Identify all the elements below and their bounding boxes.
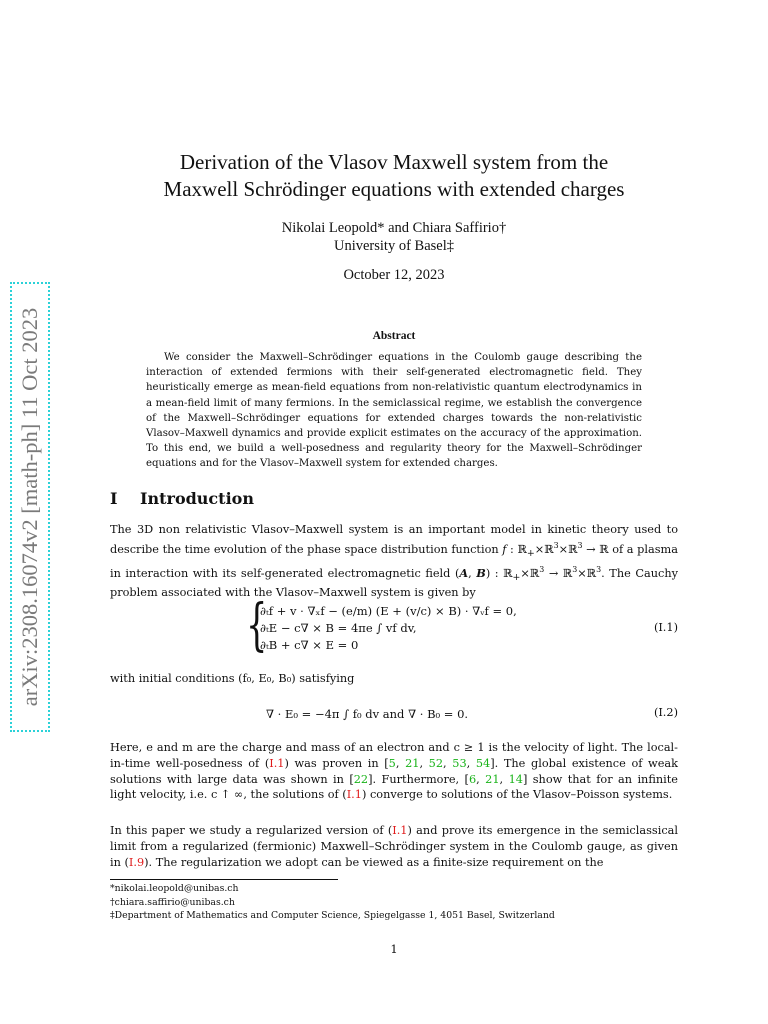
eq1-line-3: ∂ₜB + c∇ × E = 0 [260, 638, 359, 652]
intro-paragraph-3 [110, 823, 678, 870]
affiliation: University of Basel‡ [333, 238, 454, 254]
para2-text-6: ) converge to solutions of the Vlasov–Poisson systems. [361, 788, 673, 802]
para2-text-3: ]. The global existence of weak solutions with large data was shown in [ [110, 756, 678, 786]
equation-2-number: (I.2) [653, 706, 678, 719]
author-block [110, 219, 678, 255]
citation-link[interactable]: 52 [428, 756, 444, 770]
footnote-3: ‡Department of Mathematics and Computer Science, Spiegelgasse 1, 4051 Basel, Switzerland [110, 910, 555, 921]
para3-text-1: In this paper we study a regularized version of ( [110, 824, 393, 837]
para1-text-a: The 3D non relativistic Vlasov–Maxwell system is an important model in kinetic theory used to describe the time evolution of the phase space distribution function [110, 523, 678, 556]
citation-link[interactable]: 21 [485, 772, 500, 786]
citation-link[interactable]: 54 [475, 756, 491, 770]
eq-ref-link[interactable]: I.1 [346, 788, 362, 802]
eq-ref-link[interactable]: I.1 [269, 756, 285, 770]
authors: Nikolai Leopold* and Chiara Saffirio† [281, 220, 507, 236]
para1-text-c: . The Cauchy problem associated with the Vlasov–Maxwell system is given by [110, 566, 678, 600]
footnote-1: *nikolai.leopold@unibas.ch [110, 883, 239, 894]
citation-link[interactable]: 5 [388, 756, 396, 770]
eq-ref-link[interactable]: I.9 [128, 855, 145, 869]
eq-ref-link[interactable]: I.1 [392, 824, 408, 837]
paper-title [110, 149, 678, 203]
eq1-line-2: ∂ₜE − c∇ × B = 4πe ∫ vf dv, [260, 621, 417, 635]
para2-text-4: ]. Furthermore, [ [368, 772, 469, 786]
intro-paragraph-2: Here, e and m are the charge and mass of an electron and c ≥ 1 is the velocity of light. The local-in-time well-posedness of (I.1) was proven in [5, 21, 52, 53, 54]. The global existence of weak solutions with large data was shown in [22]. Furthermore, [6, 21, 14] show that for an infinite light velocity, i.e. c ↑ ∞, the solutions of (I.1) converge to solutions of the Vlasov–Poisson systems. [110, 741, 678, 802]
intro-paragraph-1: The 3D non relativistic Vlasov–Maxwell system is an important model in kinetic theory used to describe the time evolution of the phase space distribution function f : ℝ$_+$×ℝ$^3$×ℝ$^3$ → ℝ of a plasma in interaction with its self-generated electromagnetic field (A, B) : ℝ$_+$×ℝ$^3$ → ℝ$^3$×ℝ$^3$. The Cauchy problem associated with the Vlasov–Maxwell system is given by [110, 523, 678, 600]
abstract-text: We consider the Maxwell–Schrödinger equations in the Coulomb gauge describing the interaction of extended fermions with their self-generated electromagnetic field. They heuristically emerge as mean-field equations from non-relativistic quantum electrodynamics in a mean-field limit of many fermions. In the semiclassical regime, we establish the convergence of the Maxwell–Schrödinger equations for extended charges towards the non-relativistic Vlasov–Maxwell dynamics and provide explicit estimates on the accuracy of the approximation. To this end, we build a well-posedness and regularity theory for the Maxwell–Schrödinger equations and for the Vlasov–Maxwell system for extended charges. [146, 352, 642, 470]
abstract-heading: Abstract [372, 330, 416, 342]
citation-link[interactable]: 21 [405, 756, 420, 770]
para3-text-2: ) and prove its emergence in the semiclassical limit from a regularized (fermionic) Maxwell–Schrödinger system in the Coulomb gauge, as given in ( [110, 824, 678, 869]
para1-text-b: of a plasma in interaction with its self-generated electromagnetic field [110, 542, 678, 580]
title-line-2: Maxwell Schrödinger equations with extended charges [163, 177, 625, 201]
section-title: Introduction [140, 489, 254, 508]
equation-1-number: (I.1) [653, 621, 678, 634]
equation-2: ∇ · E₀ = −4π ∫ f₀ dv and ∇ · B₀ = 0. [266, 707, 469, 721]
paper-date: October 12, 2023 [343, 267, 445, 283]
citation-link[interactable]: 14 [508, 772, 523, 786]
page-number: 1 [390, 942, 398, 956]
equation-brace: { [246, 593, 268, 658]
footnote-2: †chiara.saffirio@unibas.ch [110, 896, 235, 908]
footnote-rule [110, 879, 338, 880]
para2-text-1: Here, e and m are the charge and mass of an electron and c ≥ 1 is the velocity of light. The local-in-time well-posedness of ( [110, 741, 678, 770]
title-line-1: Derivation of the Vlasov Maxwell system from the [179, 150, 609, 174]
para3-text-3: ). The regularization we adopt can be viewed as a finite-size requirement on the [144, 855, 604, 869]
eq1-line-1: ∂ₜf + v · ∇ₓf − (e/m) (E + (v/c) × B) · ∇ᵥf = 0, [260, 604, 517, 618]
initial-conditions-line: with initial conditions (f₀, E₀, B₀) satisfying [110, 672, 355, 685]
citation-link[interactable]: 22 [353, 772, 369, 786]
footnotes [110, 882, 678, 923]
citation-link[interactable]: 6 [468, 772, 477, 786]
arxiv-stamp [10, 282, 50, 732]
section-heading [110, 489, 678, 508]
para2-text-2: ) was proven in [ [284, 756, 389, 770]
para2-text-5: ] show that for an infinite light velocity, i.e. c ↑ ∞, the solutions of ( [110, 772, 678, 802]
arxiv-id: arXiv:2308.16074v2 [math-ph] 11 Oct 2023 [17, 307, 43, 707]
equation-1-system [260, 603, 517, 654]
section-number: I [110, 489, 118, 508]
citation-link[interactable]: 53 [452, 756, 467, 770]
